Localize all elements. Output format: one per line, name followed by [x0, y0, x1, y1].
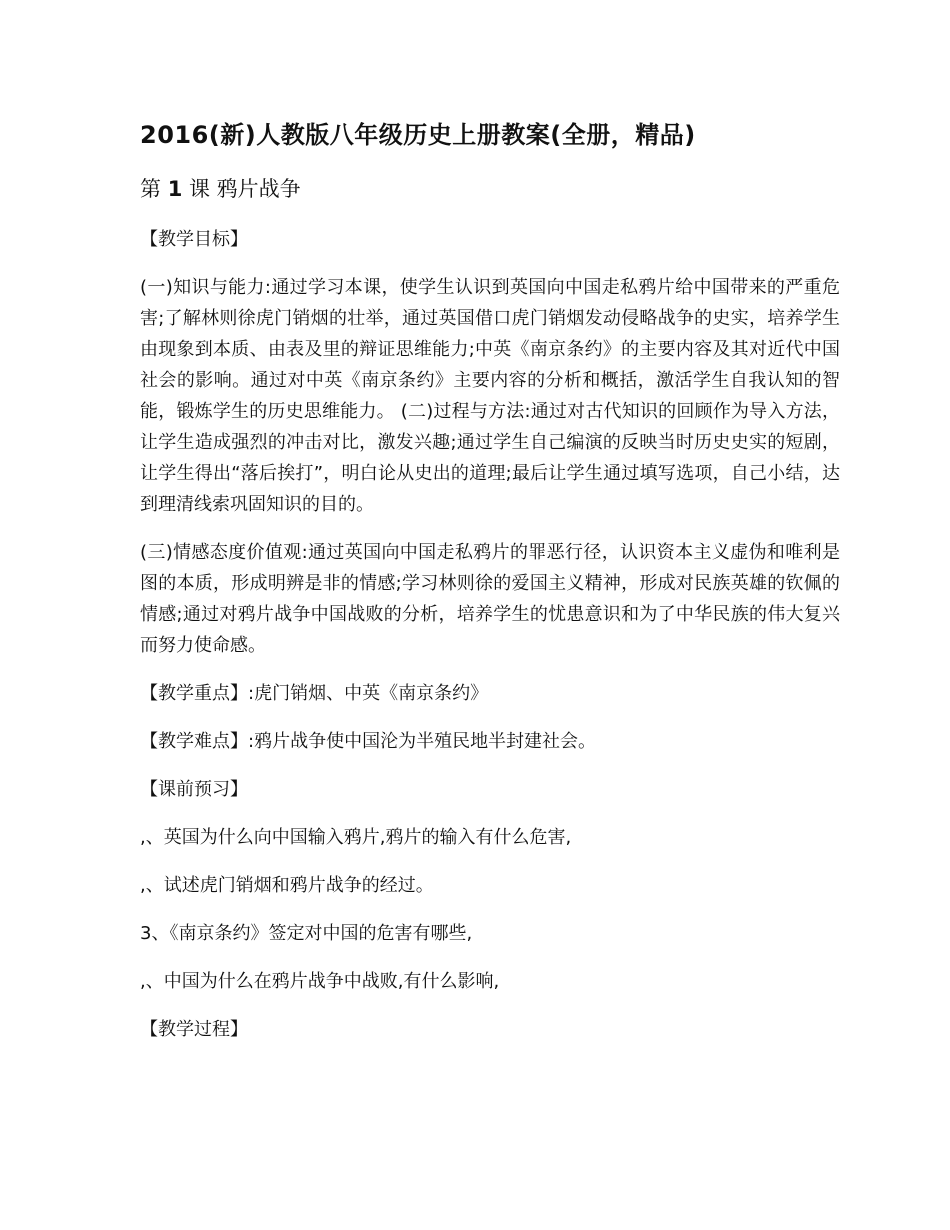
lesson-title: [140, 174, 840, 204]
lesson-name: 课 鸦片战争: [189, 177, 301, 201]
objective-attitude: (三)情感态度价值观:通过英国向中国走私鸦片的罪恶行径，认识资本主义虚伪和唯利是图的本质，形成明辨是非的情感;学习林则徐的爱国主义精神，形成对民族英雄的钦佩的情感;通过对鸦片战争中国战败的分析，培养学生的忧患意识和为了中华民族的伟大复兴而努力使命感。: [140, 542, 840, 656]
key-points: 【教学重点】:虎门销烟、中英《南京条约》: [140, 683, 489, 704]
document-title: 2016(新)人教版八年级历史上册教案(全册，精品): [140, 121, 696, 149]
lesson-number: 1: [167, 177, 183, 201]
process-heading: 【教学过程】: [140, 1019, 248, 1040]
lesson-prefix: 第: [140, 177, 161, 201]
preview-heading: 【课前预习】: [140, 779, 248, 800]
preview-question: ,、试述虎门销烟和鸦片战争的经过。: [140, 875, 434, 896]
objective-knowledge-process: (一)知识与能力:通过学习本课，使学生认识到英国向中国走私鸦片给中国带来的严重危害;了解林则徐虎门销烟的壮举，通过英国借口虎门销烟发动侵略战争的史实，培养学生由现象到本质、由表及里的辩证思维能力;中英《南京条约》的主要内容及其对近代中国社会的影响。通过对中英《南京条约》主要内容的分析和概括，激活学生自我认知的智能，锻炼学生的历史思维能力。 (二)过程与方法:通过对古代知识的回顾作为导入方法，让学生造成强烈的冲击对比，激发兴趣;通过学生自己编演的反映当时历史史实的短剧，让学生得出“落后挨打”，明白论从史出的道理;最后让学生通过填写选项，自己小结，达到理清线索巩固知识的目的。: [140, 277, 840, 515]
preview-question: 3、《南京条约》签定对中国的危害有哪些,: [140, 923, 473, 944]
document-page: [140, 118, 840, 1062]
difficulties: 【教学难点】:鸦片战争使中国沦为半殖民地半封建社会。: [140, 731, 597, 752]
objectives-heading: 【教学目标】: [140, 229, 248, 250]
preview-question: ,、英国为什么向中国输入鸦片,鸦片的输入有什么危害,: [140, 827, 572, 848]
preview-question: ,、中国为什么在鸦片战争中战败,有什么影响,: [140, 971, 500, 992]
